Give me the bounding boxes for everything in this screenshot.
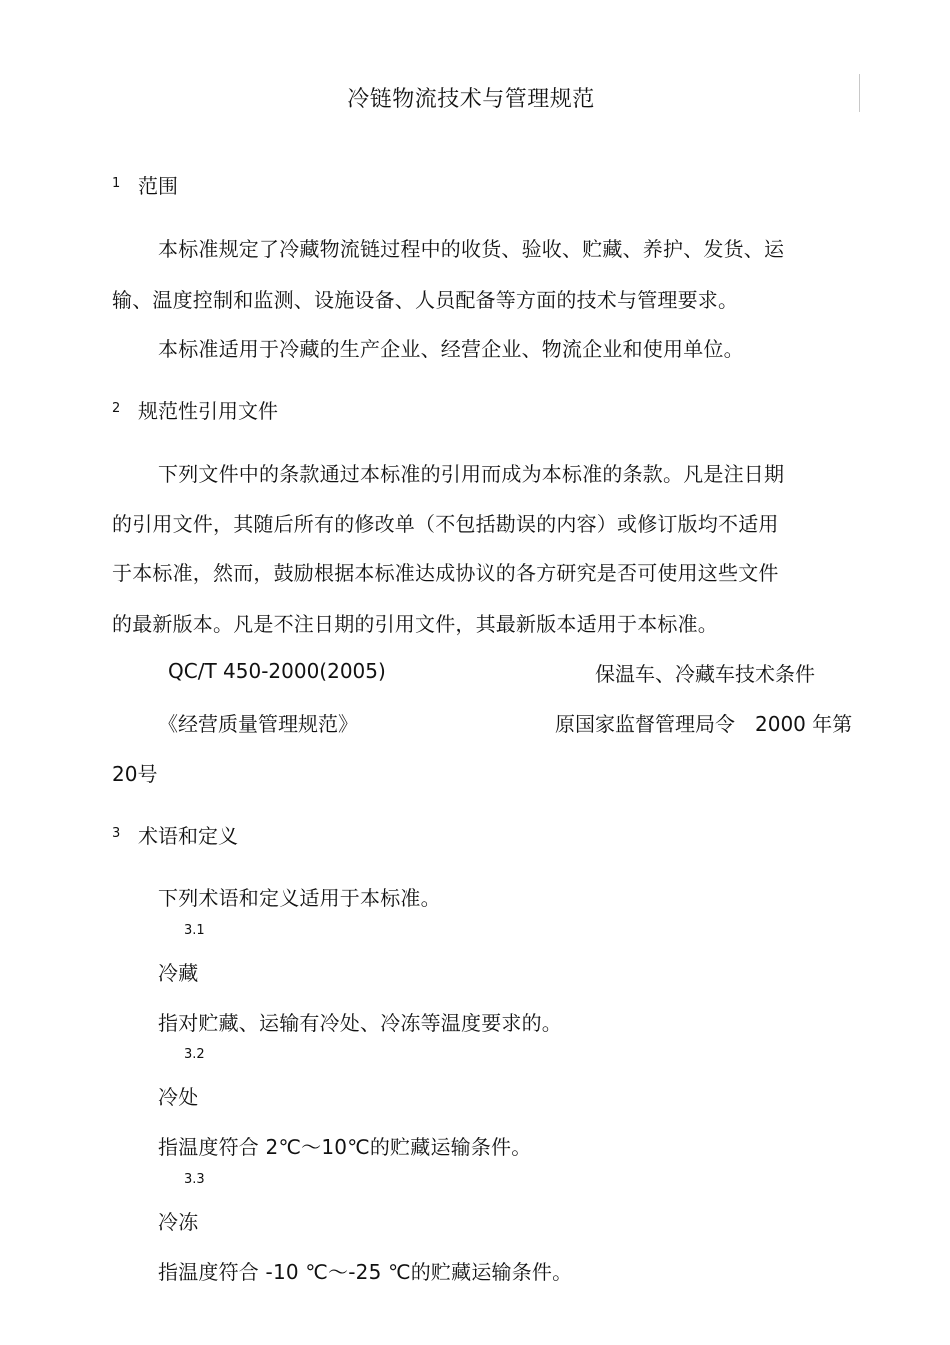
section-2-number: 2 [112, 401, 121, 416]
section-2-line-1: 下列文件中的条款通过本标准的引用而成为本标准的条款。凡是注日期 [158, 462, 785, 486]
term-2-definition: 指温度符合 2℃～10℃的贮藏运输条件。 [158, 1135, 532, 1159]
section-1-line-3: 本标准适用于冷藏的生产企业、经营企业、物流企业和使用单位。 [158, 337, 744, 361]
term-1-name: 冷藏 [158, 961, 199, 985]
section-3-title: 术语和定义 [138, 824, 238, 848]
reference-2-code: 《经营质量管理规范》 [158, 712, 358, 736]
section-2-title: 规范性引用文件 [138, 399, 278, 423]
term-2-number: 3.2 [184, 1047, 205, 1062]
term-3-number: 3.3 [184, 1172, 205, 1187]
term-3-name: 冷冻 [158, 1210, 199, 1234]
section-3-number: 3 [112, 826, 121, 841]
section-2-line-4: 的最新版本。凡是不注日期的引用文件，其最新版本适用于本标准。 [112, 612, 718, 636]
section-1-number: 1 [112, 176, 121, 191]
reference-2-title-continued: 20号 [112, 762, 158, 786]
term-2-name: 冷处 [158, 1085, 199, 1109]
section-1-line-1: 本标准规定了冷藏物流链过程中的收货、验收、贮藏、养护、发货、运 [158, 237, 785, 261]
reference-1-code: QC/T 450-2000(2005) [168, 659, 386, 683]
page-edge-divider [859, 74, 860, 112]
term-1-definition: 指对贮藏、运输有冷处、冷冻等温度要求的。 [158, 1011, 562, 1035]
section-2-line-3: 于本标准，然而，鼓励根据本标准达成协议的各方研究是否可使用这些文件 [112, 561, 779, 585]
reference-2-title: 原国家监督管理局令 2000 年第 [555, 712, 853, 736]
section-3-intro: 下列术语和定义适用于本标准。 [158, 886, 441, 910]
section-1-title: 范围 [138, 174, 178, 198]
term-3-definition: 指温度符合 -10 ℃～-25 ℃的贮藏运输条件。 [158, 1260, 573, 1284]
section-2-line-2: 的引用文件，其随后所有的修改单（不包括勘误的内容）或修订版均不适用 [112, 512, 779, 536]
reference-1-title: 保温车、冷藏车技术条件 [595, 662, 815, 686]
section-1-line-2: 输、温度控制和监测、设施设备、人员配备等方面的技术与管理要求。 [112, 288, 739, 312]
document-title: 冷链物流技术与管理规范 [347, 87, 595, 112]
term-1-number: 3.1 [184, 923, 205, 938]
